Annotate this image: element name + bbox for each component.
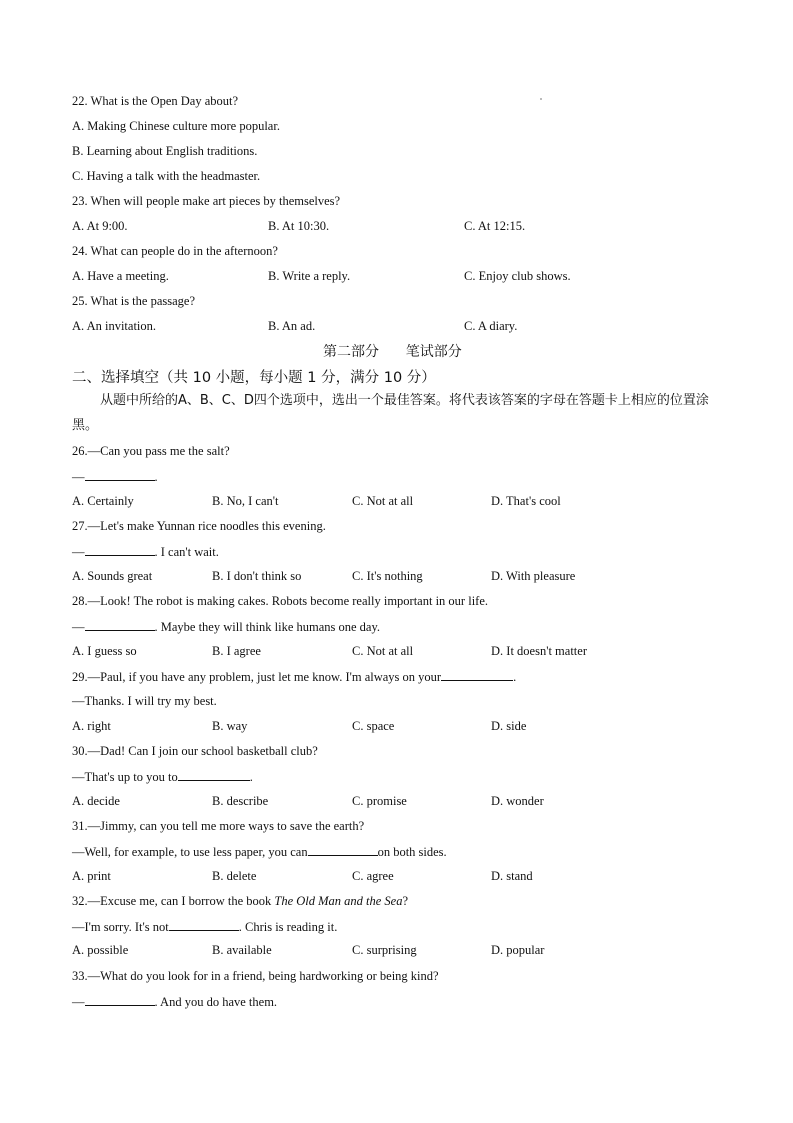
- question-31-option-b: B. delete: [212, 869, 257, 883]
- question-33-stem: 33.—What do you look for in a friend, being hardworking or being kind?: [72, 969, 439, 983]
- section-two-heading: 二、选择填空（共 10 小题，每小题 1 分，满分 10 分）: [72, 370, 436, 386]
- dash: —: [72, 470, 85, 484]
- question-32-option-d: D. popular: [491, 943, 545, 957]
- question-29-response: —Thanks. I will try my best.: [72, 694, 217, 708]
- question-31-option-c: C. agree: [352, 869, 394, 883]
- question-28-option-d: D. It doesn't matter: [491, 644, 587, 658]
- question-27-response: [72, 543, 219, 560]
- response-text: —That's up to you to: [72, 770, 178, 784]
- stem-tail: .: [513, 670, 517, 684]
- question-25-option-a: A. An invitation.: [72, 319, 157, 333]
- scan-speck: [540, 98, 542, 100]
- question-33-response: [72, 993, 277, 1010]
- question-32-option-b: B. available: [212, 943, 272, 957]
- answer-blank: [85, 543, 155, 556]
- answer-blank: [178, 768, 250, 781]
- question-22-stem: 22. What is the Open Day about?: [72, 94, 239, 108]
- part-two-title: 第二部分 笔试部分: [323, 344, 462, 360]
- response-tail: .: [249, 770, 253, 784]
- question-23-option-b: B. At 10:30.: [268, 219, 330, 233]
- question-28-option-c: C. Not at all: [352, 644, 414, 658]
- question-23-stem: 23. When will people make art pieces by themselves?: [72, 194, 341, 208]
- question-25-stem: 25. What is the passage?: [72, 294, 195, 308]
- answer-blank: [308, 843, 378, 856]
- question-29-option-c: C. space: [352, 719, 395, 733]
- question-24-option-a: A. Have a meeting.: [72, 269, 169, 283]
- question-24-option-b: B. Write a reply.: [268, 269, 351, 283]
- question-30-option-b: B. describe: [212, 794, 269, 808]
- question-31-option-d: D. stand: [491, 869, 533, 883]
- question-28-stem: 28.—Look! The robot is making cakes. Robots become really important in our life.: [72, 594, 488, 608]
- question-29-stem: [72, 668, 516, 685]
- question-23-option-c: C. At 12:15.: [464, 219, 526, 233]
- question-30-option-c: C. promise: [352, 794, 407, 808]
- response-text: —I'm sorry. It's not: [72, 920, 169, 934]
- book-title: The Old Man and the Sea: [274, 894, 403, 908]
- response-tail: . Chris is reading it.: [238, 920, 338, 934]
- question-29-option-a: A. right: [72, 719, 111, 733]
- question-22-option-b: B. Learning about English traditions.: [72, 144, 258, 158]
- question-30-stem: 30.—Dad! Can I join our school basketball club?: [72, 744, 318, 758]
- answer-blank: [441, 668, 513, 681]
- question-30-response: [72, 768, 253, 785]
- question-30-option-a: A. decide: [72, 794, 120, 808]
- question-30-option-d: D. wonder: [491, 794, 544, 808]
- question-22-option-c: C. Having a talk with the headmaster.: [72, 169, 261, 183]
- question-31-stem: 31.—Jimmy, can you tell me more ways to save the earth?: [72, 819, 365, 833]
- question-24-stem: 24. What can people do in the afternoon?: [72, 244, 278, 258]
- question-26-stem: 26.—Can you pass me the salt?: [72, 444, 230, 458]
- response-tail: . And you do have them.: [154, 995, 278, 1009]
- question-28-option-b: B. I agree: [212, 644, 261, 658]
- question-32-option-a: A. possible: [72, 943, 129, 957]
- question-31-option-a: A. print: [72, 869, 111, 883]
- response-tail: .: [154, 470, 158, 484]
- question-32-option-c: C. surprising: [352, 943, 417, 957]
- question-25-option-c: C. A diary.: [464, 319, 518, 333]
- question-27-stem: 27.—Let's make Yunnan rice noodles this evening.: [72, 519, 326, 533]
- question-26-option-a: A. Certainly: [72, 494, 134, 508]
- question-26-option-c: C. Not at all: [352, 494, 414, 508]
- question-26-option-d: D. That's cool: [491, 494, 561, 508]
- question-27-option-c: C. It's nothing: [352, 569, 423, 583]
- question-28-response: [72, 618, 380, 635]
- question-28-option-a: A. I guess so: [72, 644, 137, 658]
- answer-blank: [169, 918, 239, 931]
- question-32-stem: [72, 893, 408, 909]
- question-27-option-b: B. I don't think so: [212, 569, 302, 583]
- stem-text: 32.—Excuse me, can I borrow the book: [72, 894, 275, 908]
- answer-blank: [85, 618, 155, 631]
- question-29-option-b: B. way: [212, 719, 248, 733]
- answer-blank: [85, 993, 155, 1006]
- question-29-option-d: D. side: [491, 719, 527, 733]
- question-23-option-a: A. At 9:00.: [72, 219, 128, 233]
- section-two-instruction: 从题中所给的A、B、C、D四个选项中，选出一个最佳答案。将代表该答案的字母在答题卡上相应的位置涂黑。: [72, 393, 709, 433]
- answer-blank: [85, 468, 155, 481]
- question-24-option-c: C. Enjoy club shows.: [464, 269, 571, 283]
- dash: —: [72, 995, 85, 1009]
- response-tail: on both sides.: [377, 845, 447, 859]
- question-27-option-d: D. With pleasure: [491, 569, 576, 583]
- response-text: —Well, for example, to use less paper, you can: [72, 845, 308, 859]
- response-tail: . I can't wait.: [154, 545, 219, 559]
- question-22-option-a: A. Making Chinese culture more popular.: [72, 119, 280, 133]
- dash: —: [72, 545, 85, 559]
- stem-tail: ?: [402, 894, 409, 908]
- stem-text: 29.—Paul, if you have any problem, just let me know. I'm always on your: [72, 670, 442, 684]
- question-27-option-a: A. Sounds great: [72, 569, 153, 583]
- question-31-response: [72, 843, 447, 860]
- question-25-option-b: B. An ad.: [268, 319, 316, 333]
- question-26-response: [72, 468, 158, 485]
- question-32-response: [72, 918, 337, 935]
- dash: —: [72, 620, 85, 634]
- question-26-option-b: B. No, I can't: [212, 494, 279, 508]
- response-tail: . Maybe they will think like humans one day.: [154, 620, 381, 634]
